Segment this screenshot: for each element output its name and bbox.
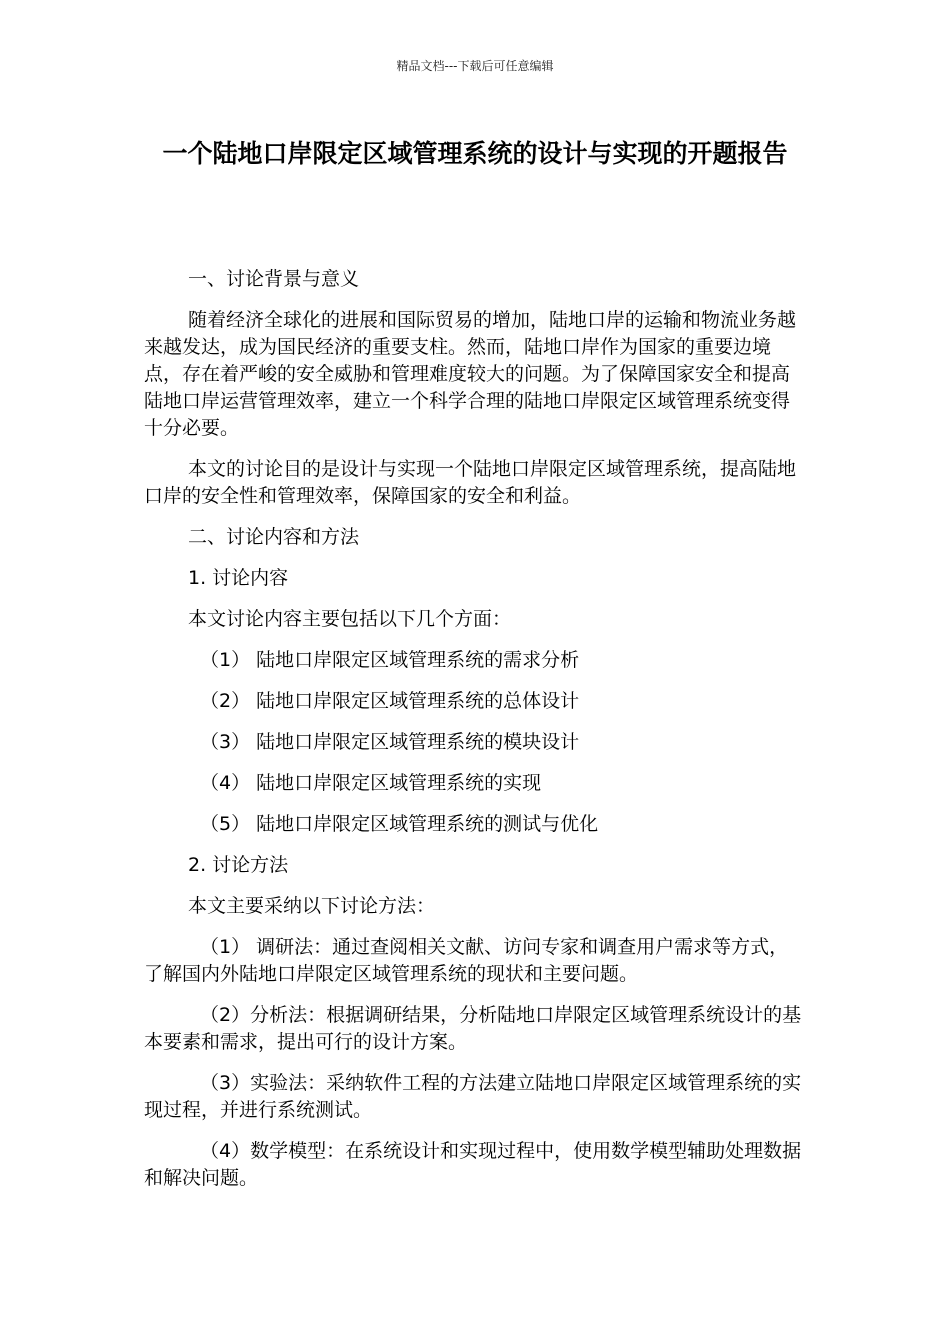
section-heading-content-methods: 二、讨论内容和方法 [188, 526, 360, 548]
paragraph-background: 随着经济全球化的进展和国际贸易的增加，陆地口岸的运输和物流业务越来越发达，成为国民经济的重要支柱。然而，陆地口岸作为国家的重要边境点，存在着严峻的安全威胁和管理难度较大的问题。为了保障国家安全和提高陆地口岸运营管理效率，建立一个科学合理的陆地口岸限定区域管理系统变得十分必要。 [144, 309, 797, 439]
list-item: （2） 陆地口岸限定区域管理系统的总体设计 [200, 690, 580, 712]
list-item: （1） 陆地口岸限定区域管理系统的需求分析 [200, 649, 580, 671]
method-item: （4）数学模型：在系统设计和实现过程中，使用数学模型辅助处理数据和解决问题。 [144, 1140, 802, 1189]
list-item: （4） 陆地口岸限定区域管理系统的实现 [200, 772, 542, 794]
document-body [144, 266, 806, 1206]
section-heading-background: 一、讨论背景与意义 [188, 268, 360, 290]
paragraph-purpose: 本文的讨论目的是设计与实现一个陆地口岸限定区域管理系统，提高陆地口岸的安全性和管理效率，保障国家的安全和利益。 [144, 458, 797, 507]
method-item: （2）分析法：根据调研结果，分析陆地口岸限定区域管理系统设计的基本要素和需求，提出可行的设计方案。 [144, 1004, 802, 1053]
method-item: （3）实验法：采纳软件工程的方法建立陆地口岸限定区域管理系统的实现过程，并进行系统测试。 [144, 1072, 802, 1121]
page-header: 精品文档---下载后可任意编辑 [396, 59, 554, 73]
methods-intro: 本文主要采纳以下讨论方法： [188, 895, 436, 917]
list-item: （5） 陆地口岸限定区域管理系统的测试与优化 [200, 813, 599, 835]
document-title: 一个陆地口岸限定区域管理系统的设计与实现的开题报告 [162, 139, 788, 168]
subheading-methods: 2. 讨论方法 [188, 854, 289, 876]
list-item: （3） 陆地口岸限定区域管理系统的模块设计 [200, 731, 580, 753]
content-intro: 本文讨论内容主要包括以下几个方面： [188, 608, 512, 630]
subheading-content: 1. 讨论内容 [188, 567, 289, 589]
method-item: （1） 调研法：通过查阅相关文献、访问专家和调查用户需求等方式，了解国内外陆地口岸限定区域管理系统的现状和主要问题。 [144, 936, 789, 985]
